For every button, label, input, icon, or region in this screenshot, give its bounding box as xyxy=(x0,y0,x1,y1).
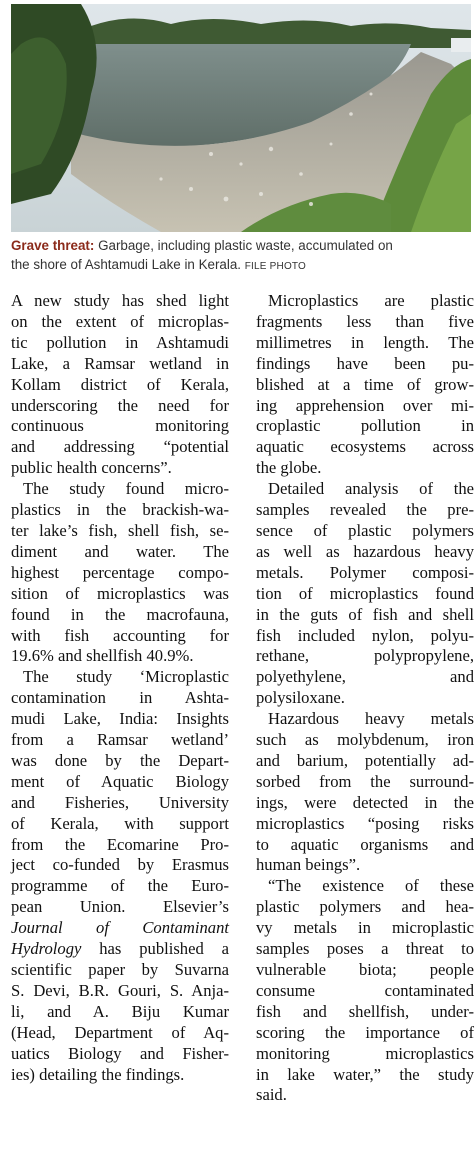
article-line: tion of microplastics found xyxy=(256,583,474,603)
article-line: from a Ramsar wetland’ xyxy=(11,730,229,750)
article-line: Kollam district of Kerala, xyxy=(11,374,229,394)
journal-name-part: Hydrology xyxy=(11,939,82,959)
article-line: S. Devi, B.R. Gouri, S. Anja- xyxy=(11,980,229,1000)
article-line: continuous monitoring xyxy=(11,416,229,436)
article-line: fragments less than five xyxy=(256,311,474,331)
article-column-right xyxy=(256,291,474,1106)
article-line: and Fisheries, University xyxy=(11,792,229,812)
article-line: croplastic pollution in xyxy=(256,416,474,436)
article-line: uatics Biology and Fisher- xyxy=(11,1043,229,1063)
article-line: Journal of Contaminant xyxy=(11,918,229,938)
article-line: microplastics “posing risks xyxy=(256,813,474,833)
article-line: monitoring microplastics xyxy=(256,1043,474,1063)
article-line: ies) detailing the findings. xyxy=(11,1064,185,1084)
article-line: ing apprehension over mi- xyxy=(256,395,474,415)
article-line: to aquatic organisms and xyxy=(256,834,474,854)
article-line: ings, were detected in the xyxy=(256,792,474,812)
article-line: vy metals in microplastic xyxy=(256,918,474,938)
article-line: findings have been pu- xyxy=(256,353,474,373)
lake-shore-garbage-photo xyxy=(11,4,471,232)
article-line: from the Ecomarine Pro- xyxy=(11,834,229,854)
article-line: polysiloxane. xyxy=(256,688,345,708)
article-line: plastic polymers and hea- xyxy=(256,897,474,917)
article-line: mudi Lake, India: Insights xyxy=(11,709,229,729)
caption-text-line1: Garbage, including plastic waste, accumulated on xyxy=(94,238,393,253)
article-line: diment and water. The xyxy=(11,541,229,561)
article-line: on the extent of microplas- xyxy=(11,311,229,331)
article-line: programme of the Euro- xyxy=(11,876,229,896)
article-line: with fish accounting for xyxy=(11,625,229,645)
article-line: The study ‘Microplastic xyxy=(23,667,229,687)
article-line: of Kerala, with support xyxy=(11,813,229,833)
article-line: sition of microplastics was xyxy=(11,583,229,603)
article-line-journal: Hydrology has published a xyxy=(11,939,229,959)
article-line: Hazardous heavy metals xyxy=(268,709,474,729)
article-line: samples revealed the pre- xyxy=(256,500,474,520)
article-line: human beings”. xyxy=(256,855,361,875)
article-line: in the guts of fish and shell xyxy=(256,604,474,624)
article-line: and barium, potentially ad- xyxy=(256,750,474,770)
article-line: scoring the importance of xyxy=(256,1022,474,1042)
article-line: highest percentage compo- xyxy=(11,562,229,582)
article-line: rethane, polypropylene, xyxy=(256,646,474,666)
article-line: pean Union. Elsevier’s xyxy=(11,897,229,917)
article-line: consume contaminated xyxy=(256,980,474,1000)
article-line: ject co-funded by Erasmus xyxy=(11,855,229,875)
caption-lead: Grave threat: xyxy=(11,238,95,253)
article-line: 19.6% and shellfish 40.9%. xyxy=(11,646,194,666)
article-line: said. xyxy=(256,1085,287,1105)
article-line: plastics in the brackish-wa- xyxy=(11,500,229,520)
article-line: Lake, a Ramsar wetland in xyxy=(11,353,229,373)
article-line: the globe. xyxy=(256,458,322,478)
article-line: such as molybdenum, iron xyxy=(256,730,474,750)
article-line: underscoring the need for xyxy=(11,395,229,415)
article-line: Detailed analysis of the xyxy=(268,479,474,499)
article-line: “The existence of these xyxy=(268,876,474,896)
caption-credit: FILE PHOTO xyxy=(244,261,307,272)
article-line: ment of Aquatic Biology xyxy=(11,771,229,791)
article-line: public health concerns”. xyxy=(11,458,172,478)
article-column-left xyxy=(11,291,229,1085)
article-line: A new study has shed light xyxy=(11,291,229,310)
article-line: Microplastics are plastic xyxy=(268,291,474,310)
article-line: ter lake’s fish, shell fish, se- xyxy=(11,520,229,540)
article-line: in lake water,” the study xyxy=(256,1064,474,1084)
article-line: fish and shellfish, under- xyxy=(256,1001,474,1021)
article-line: fish included nylon, polyu- xyxy=(256,625,474,645)
article-line: sence of plastic polymers xyxy=(256,520,474,540)
article-line: and addressing “potential xyxy=(11,437,229,457)
article-line: polyethylene, and xyxy=(256,667,474,687)
article-line: blished at a time of grow- xyxy=(256,374,474,394)
article-line: was done by the Depart- xyxy=(11,750,229,770)
article-line: contamination in Ashta- xyxy=(11,688,229,708)
article-line: samples poses a threat to xyxy=(256,939,474,959)
photo-caption xyxy=(11,236,471,276)
article-line: li, and A. Biju Kumar xyxy=(11,1001,229,1021)
photo-illustration xyxy=(11,4,471,232)
article-line: (Head, Department of Aq- xyxy=(11,1022,229,1042)
article-line: sorbed from the surround- xyxy=(256,771,474,791)
article-line: scientific paper by Suvarna xyxy=(11,960,229,979)
caption-text-line2: the shore of Ashtamudi Lake in Kerala. xyxy=(11,257,242,272)
article-line: The study found micro- xyxy=(23,479,229,499)
article-line: as well as hazardous heavy xyxy=(256,541,474,561)
article-line: tic pollution in Ashtamudi xyxy=(11,332,229,352)
article-line: metals. Polymer composi- xyxy=(256,562,474,582)
article-line: aquatic ecosystems across xyxy=(256,437,474,457)
article-line: found in the macrofauna, xyxy=(11,604,229,624)
article-line: vulnerable biota; people xyxy=(256,960,474,979)
article-line: millimetres in length. The xyxy=(256,332,474,352)
